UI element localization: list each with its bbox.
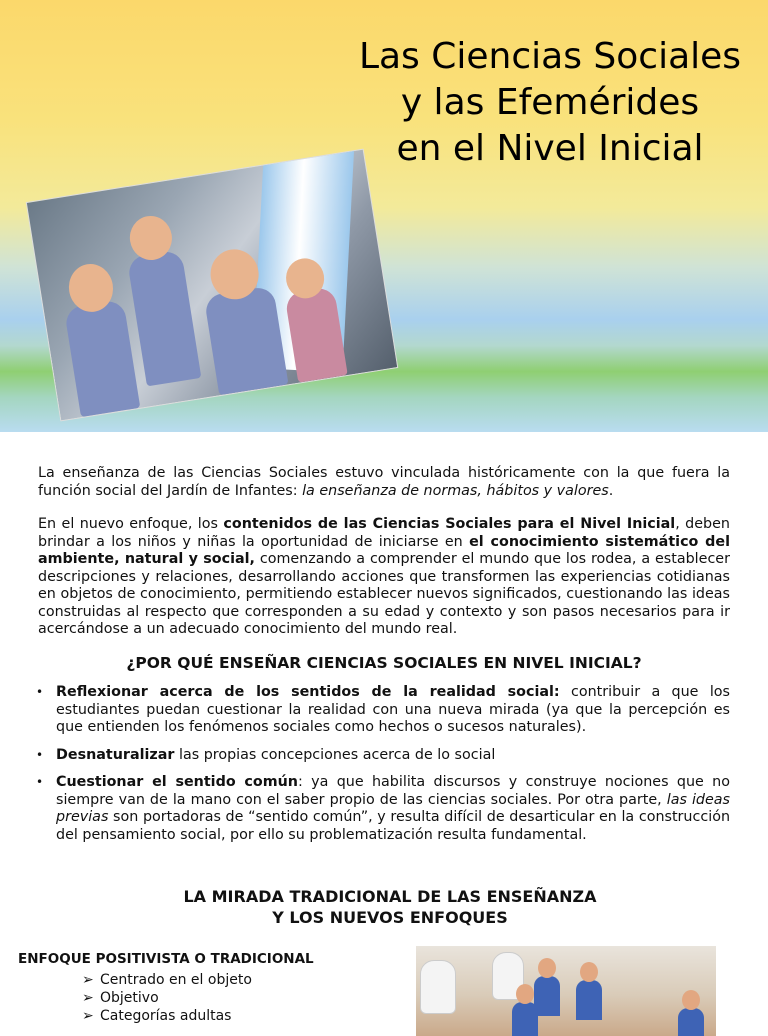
children-flag-photo — [27, 150, 397, 420]
child-face — [538, 958, 556, 978]
arrow-bullet-icon: ➢ — [82, 972, 94, 988]
list-item: • Cuestionar el sentido común: ya que habilita discursos y construye nociones que no siempre van de la mano con el saber propio de las ciencias sociales. Por otra parte, las ideas previas son portadoras de “sentido común”, y resulta difícil de desarticular en la construcción del pensamiento social, por ello su problematización resulta fundamental. — [36, 774, 730, 843]
positivist-points-list — [82, 971, 252, 1025]
list-item: ➢ Categorías adultas — [82, 1008, 232, 1024]
list-item: • Desnaturalizar las propias concepciones acerca de lo social — [36, 746, 496, 763]
child-figure — [678, 1008, 704, 1036]
reasons-list — [38, 684, 730, 844]
title-line: Las Ciencias Sociales — [358, 36, 742, 77]
bullet-icon: • — [36, 775, 44, 789]
section-heading-why: ¿POR QUÉ ENSEÑAR CIENCIAS SOCIALES EN NIVEL INICIAL? — [126, 653, 642, 672]
section-heading-traditional: LA MIRADA TRADICIONAL DE LAS ENSEÑANZA Y LOS NUEVOS ENFOQUES — [183, 887, 597, 927]
child-face — [580, 962, 598, 982]
intro-paragraph-2: En el nuevo enfoque, los contenidos de las Ciencias Sociales para el Nivel Inicial, deben brindar a los niños y niñas la oportunidad de iniciarse en el conocimiento sistemático del ambiente, natural y social, comenzando a comprender el mundo que los rodea, a establecer descripciones y relaciones, desarrollando acciones que transformen las experiencias cotidianas en objetos de conocimiento, permitiendo establecer nuevos significados, cuestionando las ideas construidas al respecto que corresponden a su edad y contexto y son pasos necesarios para ir acercándose a un adecuado conocimiento del mundo real. — [38, 516, 731, 637]
child-figure — [64, 299, 140, 417]
list-item: ➢ Centrado en el objeto — [82, 972, 252, 988]
water-jug — [420, 960, 456, 1014]
list-item: ➢ Objetivo — [82, 990, 159, 1006]
list-item: • Reflexionar acerca de los sentidos de la realidad social: contribuir a que los estudiantes puedan cuestionar la realidad con una nueva mirada (ya que la percepción es que entienden los fenómenos sociales como hechos o sucesos naturales). — [36, 684, 730, 735]
page-title — [330, 34, 768, 172]
main-content — [38, 465, 730, 854]
child-figure — [512, 1002, 538, 1036]
child-figure — [576, 980, 602, 1020]
classroom-photo — [416, 946, 716, 1036]
intro-paragraph-1: La enseñanza de las Ciencias Sociales estuvo vinculada históricamente con la que fuera la función social del Jardín de Infantes: la enseñanza de normas, hábitos y valores. — [38, 465, 730, 499]
arrow-bullet-icon: ➢ — [82, 1008, 94, 1024]
title-line: en el Nivel Inicial — [396, 128, 704, 169]
child-figure — [127, 249, 202, 386]
arrow-bullet-icon: ➢ — [82, 990, 94, 1006]
bullet-icon: • — [36, 685, 44, 699]
bullet-icon: • — [36, 747, 44, 762]
header-banner — [0, 0, 768, 432]
title-line: y las Efemérides — [400, 82, 700, 123]
child-face — [516, 984, 534, 1004]
subheading-positivist: ENFOQUE POSITIVISTA O TRADICIONAL — [18, 951, 314, 967]
child-face — [682, 990, 700, 1010]
